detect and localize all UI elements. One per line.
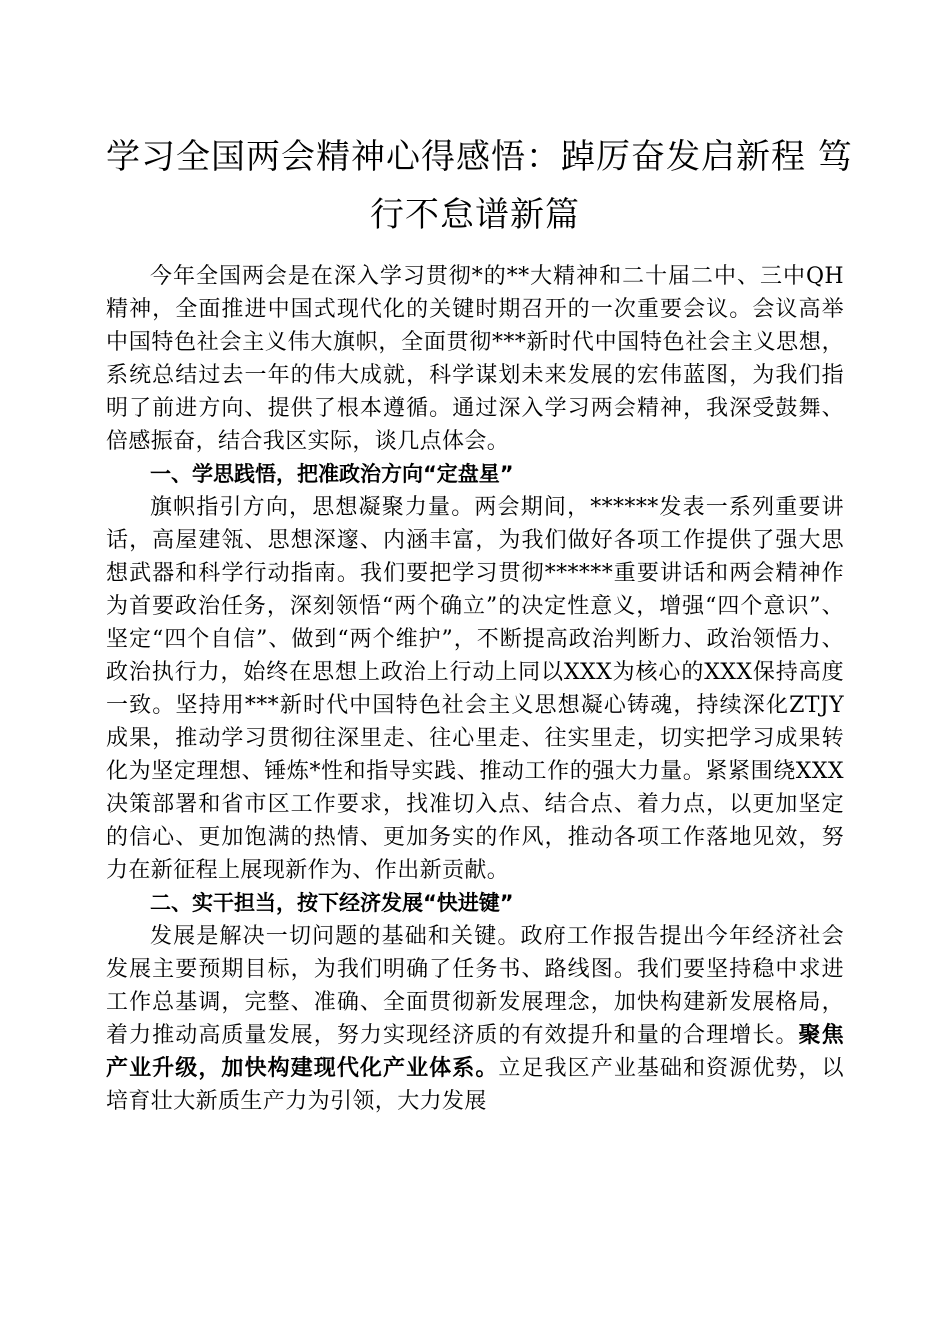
section-heading-1: 一、学思践悟，把准政治方向“定盘星” <box>150 462 514 486</box>
title-line-1: 学习全国两会精神心得感悟：踔厉奋发启新程 笃 <box>106 137 853 177</box>
section-2-text-a: 发展是解决一切问题的基础和关键。政府工作报告提出今年经济社会发展主要预期目标，为我们明确了任务书、路线图。我们要坚持稳中求进工作总基调，完整、准确、全面贯彻新发展理念，加快构建新发展格局，着力推动高质量发展，努力实现经济质的有效提升和量的合理增长。 <box>106 924 844 1048</box>
section-2-text-b: 立足我区产业基础和资源优势，以培育壮大新质生产力为引领，大力发展 <box>106 1056 844 1114</box>
section-heading-2: 二、实干担当，按下经济发展“快进键” <box>150 891 514 915</box>
document-title <box>106 128 853 244</box>
title-line-2: 行不怠谱新篇 <box>370 195 580 235</box>
document-body <box>106 260 844 1118</box>
intro-paragraph: 今年全国两会是在深入学习贯彻*的**大精神和二十届二中、三中QH精神，全面推进中国式现代化的关键时期召开的一次重要会议。会议高举中国特色社会主义伟大旗帜，全面贯彻***新时代中国特色社会主义思想，系统总结过去一年的伟大成就，科学谋划未来发展的宏伟蓝图，为我们指明了前进方向、提供了根本遵循。通过深入学习两会精神，我深受鼓舞、倍感振奋，结合我区实际，谈几点体会。 <box>106 264 844 454</box>
section-2-paragraph <box>106 920 844 1118</box>
section-1-paragraph: 旗帜指引方向，思想凝聚力量。两会期间，******发表一系列重要讲话，高屋建瓴、思想深邃、内涵丰富，为我们做好各项工作提供了强大思想武器和科学行动指南。我们要把学习贯彻******重要讲话和两会精神作为首要政治任务，深刻领悟“两个确立”的决定性意义，增强“四个意识”、坚定“四个自信”、做到“两个维护”，不断提高政治判断力、政治领悟力、政治执行力，始终在思想上政治上行动上同以XXX为核心的XXX保持高度一致。坚持用***新时代中国特色社会主义思想凝心铸魂，持续深化ZTJY成果，推动学习贯彻往深里走、往心里走、往实里走，切实把学习成果转化为坚定理想、锤炼*性和指导实践、推动工作的强大力量。紧紧围绕XXX决策部署和省市区工作要求，找准切入点、结合点、着力点，以更加坚定的信心、更加饱满的热情、更加务实的作风，推动各项工作落地见效，努力在新征程上展现新作为、作出新贡献。 <box>106 495 844 883</box>
section-2-bold-lead: 聚焦产业升级，加快构建现代化产业体系。 <box>106 1023 844 1081</box>
